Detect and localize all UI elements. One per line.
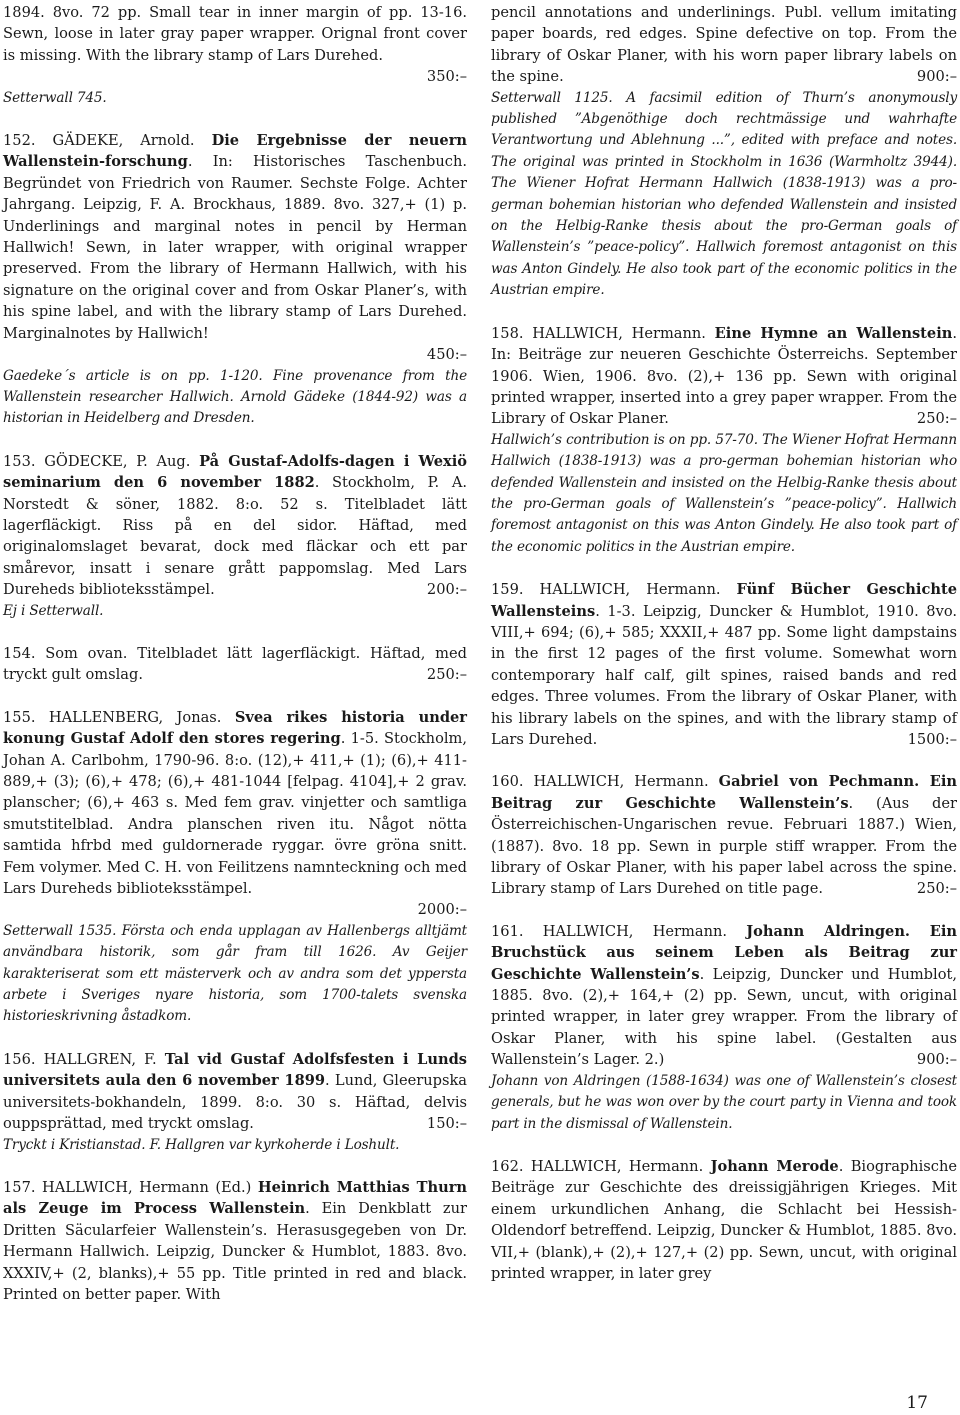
entry-description: . Lund, Gleerupska universitets-bokhandeln, 1899. 8:o. 30 s. Häftad, delvis ouppsprättad, med tryckt omslag.: [3, 1072, 467, 1133]
entry-note: Setterwall 745.: [3, 89, 107, 106]
entry-text: 1894. 8vo. 72 pp. Small tear in inner margin of pp. 13-16. Sewn, loose in later gray paper wrapper. Orignal front cover is missing. With the library stamp of Lars Durehed.: [3, 4, 467, 64]
entry-author: 162. HALLWICH, Hermann.: [491, 1157, 711, 1175]
entry-156: [3, 1049, 467, 1156]
entry-note: Gaedeke´s article is on pp. 1-120. Fine provenance from the Wallenstein researcher Hallwich. Arnold Gädeke (1844-92) was a historian in Heidelberg and Dresden.: [3, 367, 467, 427]
entry-author: 152. GÄDEKE, Arnold.: [3, 132, 212, 150]
entry-body: [491, 1156, 957, 1284]
entry-155: [3, 707, 467, 1028]
entry-continued-left: [3, 2, 467, 109]
entry-body: [491, 323, 957, 430]
entry-161: [491, 921, 957, 1135]
entry-note: Johann von Aldringen (1588-1634) was one of Wallenstein’s closest generals, but he was won over by the court party in Vienna and took part in the dismissal of Wallenstein.: [491, 1072, 957, 1132]
entry-body: [491, 579, 957, 750]
entry-continued-right: [491, 2, 957, 302]
entry-price: 250:–: [916, 880, 957, 898]
entry-note: Hallwich’s contribution is on pp. 57-70. The Wiener Hofrat Hermann Hallwich (1838-1913) was a pro-german bohemian historian who defended Wallenstein and insisted on the Helbig-Ranke thesis about the pro-German goals of Wallenstein’s ”peace-policy”. Hallwich foremost antagonist on this was Anton Gindely. He also took part of the economic politics in the Austrian empire.: [491, 431, 957, 555]
entry-158: [491, 323, 957, 558]
entry-note: Setterwall 1125. A facsimil edition of Thurn’s anonymously published ”Abgenöthige doch rechtmässige und wahrhafte Verantwortung und Ablehnung ...”, edited with preface and notes. The original was printed in Stockholm in 1636 (Warmholtz 3944). The Wiener Hofrat Hermann Hallwich (1838-1913) was a pro-german bohemian historian who defended Wallenstein and insisted on the Helbig-Ranke thesis about the pro-German goals of Wallenstein’s ”peace-policy”. Hallwich foremost antagonist on this was Anton Gindely. He also took part of the economic politics in the Austrian empire.: [491, 89, 957, 299]
entry-body: [3, 707, 467, 900]
page-number: 17: [906, 1393, 928, 1413]
entry-body: [3, 643, 467, 686]
entry-body: [491, 2, 957, 88]
entry-author: 159. HALLWICH, Hermann.: [491, 581, 737, 599]
entry-note: Ej i Setterwall.: [3, 602, 104, 619]
entry-text: pencil annotations and underlinings. Publ. vellum imitating paper boards, red edges. Spine defective on top. From the library of Oskar Planer, with his worn paper library labels on the spine.: [491, 4, 957, 86]
entry-title: Eine Hymne an Wallenstein: [714, 324, 953, 342]
entry-price: 250:–: [426, 666, 467, 684]
entry-description: . Biographische Beiträge zur Geschichte des dreissigjährigen Krieges. Mit einem urkundlichen Anhang, die Schlacht bei Hessish-Oldendorf betreffend. Leipzig, Duncker & Humblot, 1885. 8vo. VII,+ (blank),+ (2),+ 127,+ (2) pp. Sewn, uncut, with original printed wrapper, in later grey: [491, 1157, 957, 1282]
entry-description: . Leipzig, Duncker und Humblot, 1885. 8vo. (2),+ 164,+ (2) pp. Sewn, uncut, with original printed wrapper, in later grey wrapper. From the library of Oskar Planer, with his spine label. (Gestalten aus Wallenstein’s Lager. 2.): [491, 965, 957, 1069]
entry-description: . 1-3. Leipzig, Duncker & Humblot, 1910. 8vo. VIII,+ 694; (6),+ 585; XXXII,+ 487 pp. Some light dampstains in the first 12 pages of the first volume. Somewhat worn contemporary half calf, gilt spines, raised bands and red edges. Three volumes. From the library of Oskar Planer, with his library labels on the spines, and with the library stamp of Lars Durehed.: [491, 602, 957, 748]
entry-body: [3, 1049, 467, 1135]
entry-body: [491, 771, 957, 899]
entry-description: . In: Beiträge zur neueren Geschichte Österreichs. September 1906. Wien, 1906. 8vo. (2),+ 136 pp. Sewn with original printed wrapper, inserted into a grey paper wrapper. From the Library of Oskar Planer.: [491, 324, 958, 428]
left-column: [3, 2, 467, 1326]
entry-152: [3, 130, 467, 430]
entry-title: Svea rikes historia under konung Gustaf Adolf den stores regering: [3, 708, 467, 748]
entry-price: 200:–: [426, 581, 467, 599]
entry-price: 250:–: [916, 410, 957, 428]
entry-159: [491, 579, 957, 750]
entry-price: 150:–: [426, 1115, 467, 1133]
entry-title: Johann Aldringen. Ein Bruchstück aus seinem Leben als Beitrag zur Geschichte Wallenstein’s: [491, 922, 957, 983]
entry-title: Die Ergebnisse der neuern Wallenstein-forschung: [3, 132, 467, 171]
entry-title: Johann Merode: [710, 1157, 839, 1175]
entry-author: 160. HALLWICH, Hermann.: [491, 773, 719, 791]
entry-author: 158. HALLWICH, Hermann.: [491, 324, 715, 342]
entry-text: 154. Som ovan. Titelbladet lätt lagerfläckigt. Häftad, med tryckt gult omslag.: [3, 644, 467, 684]
entry-title: Fünf Bücher Geschichte Wallensteins: [491, 581, 957, 620]
entry-price: 2000:–: [417, 901, 467, 919]
entry-154: [3, 643, 467, 686]
entry-title: På Gustaf-Adolfs-dagen i Wexiö seminarium den 6 november 1882: [3, 452, 467, 492]
entry-price: 350:–: [426, 68, 467, 86]
entry-price: 1500:–: [907, 731, 957, 748]
entry-price: 900:–: [916, 68, 957, 86]
entry-author: 155. HALLENBERG, Jonas.: [3, 708, 235, 726]
entry-description: . In: Historisches Taschenbuch. Begründet von Friedrich von Raumer. Sechste Folge. Achter Jahrgang. Leipzig, F. A. Brockhaus, 1889. 8vo. 327,+ (1) p. Underlinings and marginal notes in pencil by Herman Hallwich! Sewn, in later wrapper, with original wrapper preserved. From the library of Hermann Hallwich, with his signature on the original cover and from Oskar Planer’s, with his spine label, and with the library stamp of Lars Durehed. Marginalnotes by Hallwich!: [3, 153, 467, 342]
entry-description: . 1-5. Stockholm, Johan A. Carlbohm, 1790-96. 8:o. (12),+ 411,+ (1); (6),+ 411-889,+ (3); (6),+ 478; (6),+ 481-1044 [felpag. 4104],+ 2 grav. planscher; (6),+ 463 s. Med fem grav. vinjetter och samtliga smutstitelblad. Andra planschen riven itu. Något nötta samtida hfrbd med guldornerade ryggar. övre gröna snitt. Fem volymer. Med C. H. von Feilitzens namnteckning och med Lars Dureheds biblioteksstämpel.: [3, 730, 468, 898]
entry-title: Gabriel von Pechmann. Ein Beitrag zur Geschichte Wallenstein’s: [491, 773, 957, 812]
entry-body: [3, 130, 467, 344]
entry-description: . Ein Denkblatt zur Dritten Säcularfeier Wallenstein’s. Herasusgegeben von Dr. Hermann Hallwich. Leipzig, Duncker & Humblot, 1883. 8vo. XXXIV,+ (2, blanks),+ 55 pp. Title printed in red and black. Printed on better paper. With: [3, 1200, 467, 1303]
entry-note: Tryckt i Kristianstad. F. Hallgren var kyrkoherde i Loshult.: [3, 1136, 400, 1153]
entry-153: [3, 451, 467, 622]
entry-price: 900:–: [916, 1051, 957, 1069]
entry-note: Setterwall 1535. Första och enda upplagan av Hallenbergs alltjämt användbara historik, som går fram till 1626. Av Geijer karakteriserat som ett mästerverk och av andra som det yppersta arbete i Sveriges nyare historia, som 1700-talets svenska historieskrivning åstadkom.: [3, 922, 467, 1025]
entry-author: 157. HALLWICH, Hermann (Ed.): [3, 1178, 258, 1196]
entry-title: Tal vid Gustaf Adolfsfesten i Lunds universitets aula den 6 november 1899: [3, 1050, 467, 1090]
entry-author: 156. HALLGREN, F.: [3, 1050, 165, 1068]
entry-body: [3, 451, 467, 601]
entry-body: [3, 1177, 467, 1305]
entry-author: 161. HALLWICH, Hermann.: [491, 922, 747, 940]
entry-157: [3, 1177, 467, 1305]
entry-price: 450:–: [426, 346, 467, 364]
entry-author: 153. GÖDECKE, P. Aug.: [3, 452, 200, 470]
entry-162: [491, 1156, 957, 1284]
entry-title: Heinrich Matthias Thurn als Zeuge im Process Wallenstein: [3, 1178, 467, 1218]
entry-body: [3, 2, 467, 66]
entry-description: . Stockholm, P. A. Norstedt & söner, 1882. 8:o. 52 s. Titelbladet lätt lagerfläckigt. Riss på en del sidor. Häftad, med originalomslaget bevarat, dock med fläckar och ett par smårevor, insatt i senare grått pappomslag. Med Lars Dureheds biblioteksstämpel.: [3, 474, 467, 599]
entry-description: . (Aus der Österreichischen-Ungarischen revue. Februari 1887.) Wien, (1887). 8vo. 18 pp. Sewn in purple stiff wrapper. From the library of Oskar Planer, with his paper label across the spine. Library stamp of Lars Durehed on title page.: [491, 794, 957, 898]
entry-body: [491, 921, 957, 1071]
entry-160: [491, 771, 957, 899]
right-column: [491, 2, 957, 1305]
